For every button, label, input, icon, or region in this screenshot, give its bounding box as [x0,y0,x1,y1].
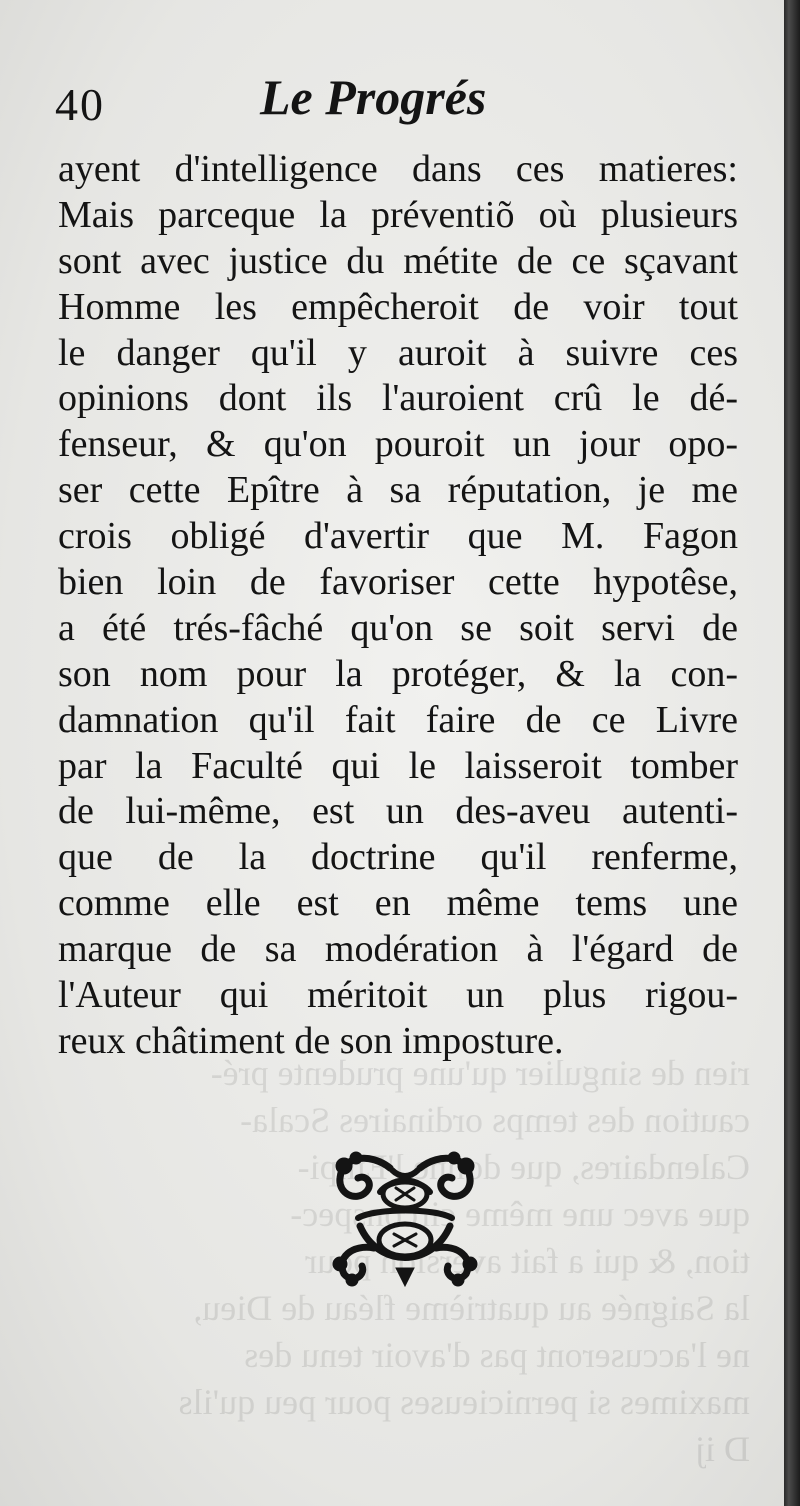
text-line: a été trés-fâché qu'on se soit servi de [58,606,738,649]
text-line: l'Auteur qui méritoit un plus rigou- [58,974,738,1017]
text-line: que de la doctrine qu'il renferme, [58,836,738,879]
text-line: marque de sa modération à l'égard de [58,928,738,971]
text-line: Mais parceque la préventiõ où plusieurs [58,193,738,236]
text-line: comme elle est en même tems une [58,882,738,925]
page-edge-shadow [784,0,800,1506]
body-text [58,147,738,1065]
text-line: ayent d'intelligence dans ces matieres: [58,148,738,190]
text-line: damnation qu'il fait faire de ce Livre [58,698,738,741]
text-line: de lui-même, est un des-aveu autenti- [58,790,738,833]
show-through-text: rien de singulier qu'une prudente pré- caution des temps ordinaires Scala- Calendaires, que donne l'Empi- que avec une même circonspec- tion, & qui a fait aversion pour la Saignée au quatrième fléau de Dieu, ne l'accuseront pas d'avoir tenu des maximes si pernicieuses pour peu qu'ils D ij [178,1053,750,1469]
text-line: par la Faculté qui le laisseroit tomber [58,744,738,787]
text-line: le danger qu'il y auroit à suivre ces [58,331,738,374]
page-header [55,68,735,138]
text-line: sont avec justice du métite de ce sçavant [58,239,738,282]
text-line: bien loin de favoriser cette hypotêse, [58,561,738,604]
text-line: Homme les empêcheroit de voir tout [58,285,738,328]
page-number: 40 [55,79,105,130]
text-line: son nom pour la protéger, & la con- [58,652,738,695]
text-line: ser cette Epître à sa réputation, je me [58,469,738,512]
text-line: fenseur, & qu'on pouroit un jour opo- [58,423,738,466]
text-line: crois obligé d'avertir que M. Fagon [58,515,738,558]
running-title: Le Progrés [260,69,487,125]
fleuron-ornament-icon [330,1148,480,1288]
text-line: reux châtiment de son imposture. [58,1019,564,1062]
text-line: opinions dont ils l'auroient crû le dé- [58,377,738,420]
